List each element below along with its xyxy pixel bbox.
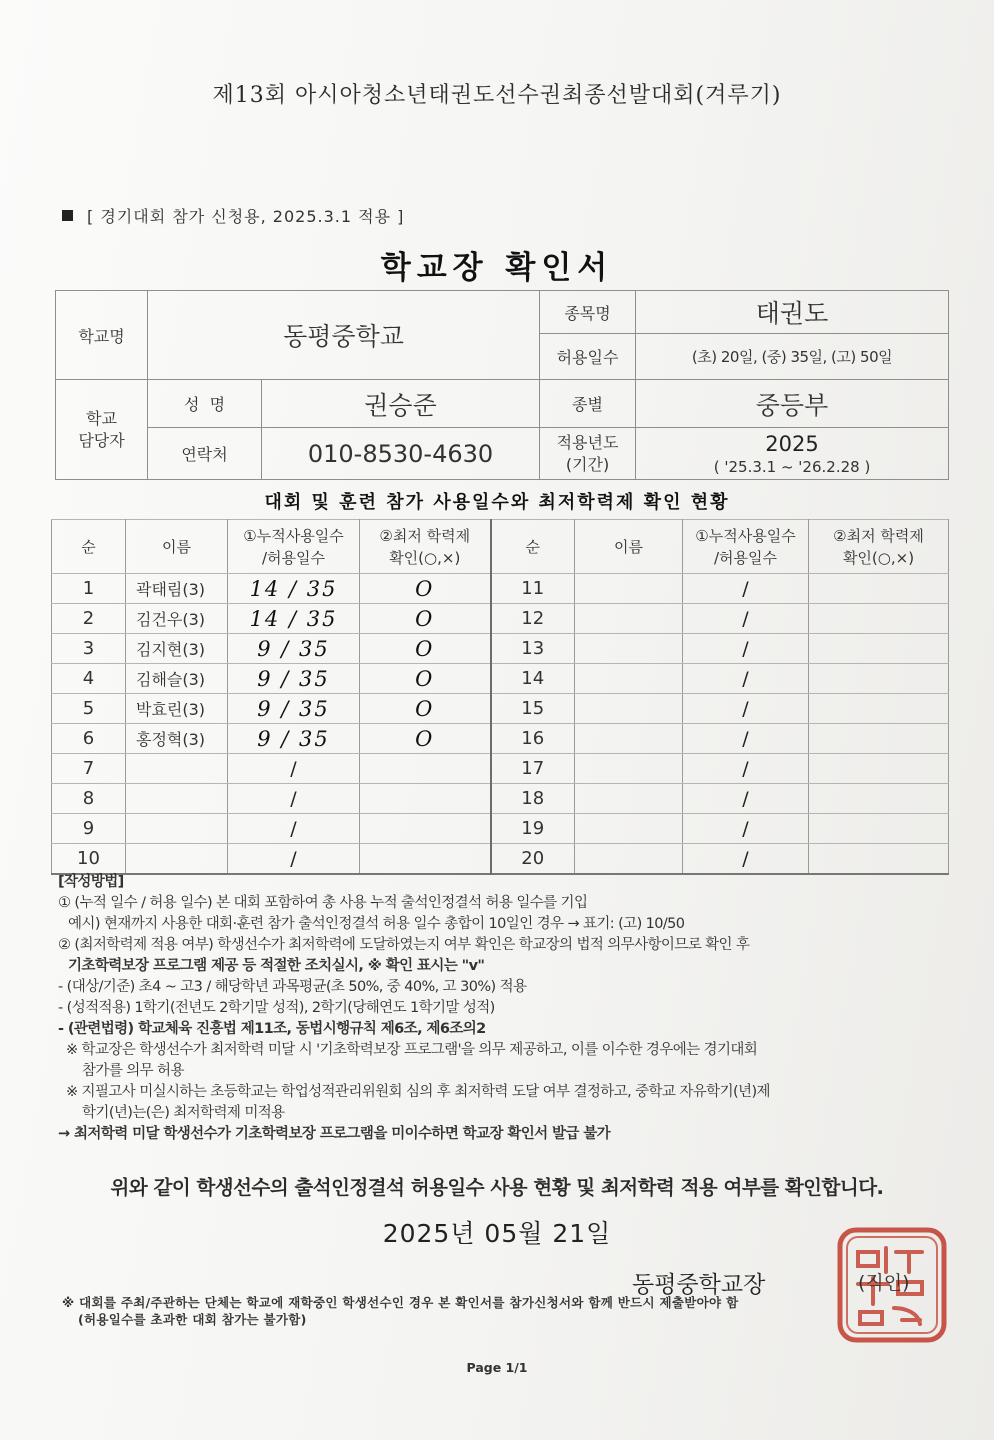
cell-name: 김건우(3) bbox=[126, 604, 228, 634]
phone-label: 연락처 bbox=[148, 428, 262, 480]
issue-date: 2025년 05월 21일 bbox=[382, 1219, 612, 1248]
cell-name bbox=[575, 634, 683, 664]
table-row bbox=[52, 814, 949, 844]
contact-name: 권승준 bbox=[262, 380, 540, 428]
cell-no: 13 bbox=[491, 634, 575, 664]
confirmation-statement: 위와 같이 학생선수의 출석인정결석 허용일수 사용 현황 및 최저학력 적용 여부를 확인합니다. bbox=[110, 1176, 884, 1199]
cell-no: 11 bbox=[491, 574, 575, 604]
header-no: 순 bbox=[52, 520, 126, 574]
cell-name bbox=[126, 814, 228, 844]
cell-days: 14 / 35 bbox=[228, 574, 360, 604]
cell-no: 3 bbox=[52, 634, 126, 664]
cell-name bbox=[575, 694, 683, 724]
cell-no: 6 bbox=[52, 724, 126, 754]
header-days: ①누적사용일수 /허용일수 bbox=[228, 520, 360, 574]
method-line: - (관련법령) 학교체육 진흥법 제11조, 동법시행규칙 제6조, 제6조의2 bbox=[58, 1021, 486, 1037]
school-info-table bbox=[55, 290, 949, 480]
method-line: ② (최저학력제 적용 여부) 학생선수가 최저학력에 도달하였는지 여부 확인은 학교장의 법적 의무사항이므로 확인 후 bbox=[58, 937, 750, 953]
cell-no: 12 bbox=[491, 604, 575, 634]
cell-check bbox=[360, 844, 491, 875]
cell-days: / bbox=[228, 814, 360, 844]
cell-days: 9 / 35 bbox=[228, 724, 360, 754]
cell-no: 1 bbox=[52, 574, 126, 604]
cell-check: O bbox=[360, 634, 491, 664]
cell-check: O bbox=[360, 724, 491, 754]
cell-check bbox=[809, 754, 949, 784]
method-line: 예시) 현재까지 사용한 대회·훈련 참가 출석인정결석 허용 일수 총합이 10일인 경우 → 표기: (고) 10/50 bbox=[68, 916, 685, 932]
form-type-text: [ 경기대회 참가 신청용, 2025.3.1 적용 ] bbox=[87, 207, 405, 226]
division-label: 종별 bbox=[540, 380, 636, 428]
cell-check: O bbox=[360, 574, 491, 604]
cell-no: 4 bbox=[52, 664, 126, 694]
cell-days: 9 / 35 bbox=[228, 694, 360, 724]
cell-check bbox=[360, 754, 491, 784]
method-line: - (성적적용) 1학기(전년도 2학기말 성적), 2학기(당해연도 1학기말 성적) bbox=[58, 1000, 495, 1016]
cell-days: 9 / 35 bbox=[228, 634, 360, 664]
method-line: 기초학력보장 프로그램 제공 등 적절한 조치실시, ※ 확인 표시는 "v" bbox=[68, 958, 485, 974]
seal-mark: (직인) bbox=[858, 1272, 910, 1294]
method-line: ※ 지필고사 미실시하는 초등학교는 학업성적관리위원회 심의 후 최저학력 도달 여부 결정하고, 중학교 자유학기(년)제 bbox=[66, 1084, 770, 1100]
square-bullet-icon bbox=[62, 210, 73, 221]
school-name: 동평중학교 bbox=[148, 291, 540, 380]
cell-days: / bbox=[683, 634, 809, 664]
method-heading: [작성방법] bbox=[58, 874, 124, 890]
cell-name bbox=[575, 814, 683, 844]
cell-name bbox=[575, 724, 683, 754]
cell-no: 20 bbox=[491, 844, 575, 875]
page-number: Page 1/1 bbox=[466, 1360, 528, 1375]
cell-no: 5 bbox=[52, 694, 126, 724]
form-type-line bbox=[62, 204, 404, 227]
cell-check bbox=[360, 814, 491, 844]
cell-no: 16 bbox=[491, 724, 575, 754]
table-row bbox=[52, 604, 949, 634]
table-row bbox=[52, 634, 949, 664]
header-check: ②최저 학력제 확인(○,×) bbox=[360, 520, 491, 574]
cell-days: 14 / 35 bbox=[228, 604, 360, 634]
method-line: ① (누적 일수 / 허용 일수) 본 대회 포함하여 총 사용 누적 출석인정결석 허용 일수를 기입 bbox=[58, 895, 588, 911]
cell-name bbox=[575, 844, 683, 875]
document-title: 학교장 확인서 bbox=[380, 250, 614, 286]
contact-phone: 010-8530-4630 bbox=[262, 428, 540, 480]
cell-name bbox=[126, 784, 228, 814]
cell-name bbox=[575, 574, 683, 604]
cell-check bbox=[360, 784, 491, 814]
period-value: ( '25.3.1 ~ '26.2.28 ) bbox=[713, 457, 871, 476]
cell-days: 9 / 35 bbox=[228, 664, 360, 694]
table-row bbox=[52, 784, 949, 814]
principal-signature: 동평중학교장 bbox=[632, 1272, 766, 1298]
cell-no: 9 bbox=[52, 814, 126, 844]
cell-check: O bbox=[360, 604, 491, 634]
table-row bbox=[52, 754, 949, 784]
method-line: → 최저학력 미달 학생선수가 기초학력보장 프로그램을 미이수하면 학교장 확인서 발급 불가 bbox=[58, 1126, 611, 1142]
sport-label: 종목명 bbox=[540, 291, 636, 334]
footnote-line: (허용일수를 초과한 대회 참가는 불가함) bbox=[78, 1312, 307, 1327]
cell-no: 14 bbox=[491, 664, 575, 694]
attendance-table bbox=[51, 519, 949, 875]
cell-check: O bbox=[360, 664, 491, 694]
cell-days: / bbox=[683, 814, 809, 844]
cell-days: / bbox=[683, 844, 809, 875]
cell-no: 18 bbox=[491, 784, 575, 814]
attendance-section-title: 대회 및 훈련 참가 사용일수와 최저학력제 확인 현황 bbox=[264, 492, 730, 513]
allowed-days-label: 허용일수 bbox=[540, 334, 636, 380]
year-cell bbox=[636, 428, 949, 480]
cell-check bbox=[809, 784, 949, 814]
cell-name: 김해슬(3) bbox=[126, 664, 228, 694]
cell-days: / bbox=[683, 724, 809, 754]
table-row bbox=[52, 694, 949, 724]
cell-name: 곽태림(3) bbox=[126, 574, 228, 604]
header-check: ②최저 학력제 확인(○,×) bbox=[809, 520, 949, 574]
cell-name: 박효린(3) bbox=[126, 694, 228, 724]
cell-days: / bbox=[683, 694, 809, 724]
header-no: 순 bbox=[491, 520, 575, 574]
cell-name bbox=[126, 844, 228, 875]
table-row bbox=[52, 574, 949, 604]
method-line: ※ 학교장은 학생선수가 최저학력 미달 시 '기초학력보장 프로그램'을 의무 제공하고, 이를 이수한 경우에는 경기대회 bbox=[66, 1042, 758, 1058]
cell-check bbox=[809, 724, 949, 754]
cell-name bbox=[575, 754, 683, 784]
method-line: - (대상/기준) 초4 ~ 고3 / 해당학년 과목평균(초 50%, 중 40%, 고 30%) 적용 bbox=[58, 979, 527, 995]
cell-check: O bbox=[360, 694, 491, 724]
cell-days: / bbox=[228, 844, 360, 875]
cell-no: 10 bbox=[52, 844, 126, 875]
cell-check bbox=[809, 694, 949, 724]
cell-check bbox=[809, 844, 949, 875]
name-label: 성 명 bbox=[148, 380, 262, 428]
header-name: 이름 bbox=[575, 520, 683, 574]
cell-days: / bbox=[683, 664, 809, 694]
cell-days: / bbox=[228, 754, 360, 784]
cell-no: 2 bbox=[52, 604, 126, 634]
cell-no: 7 bbox=[52, 754, 126, 784]
cell-days: / bbox=[683, 604, 809, 634]
table-row bbox=[52, 664, 949, 694]
cell-no: 15 bbox=[491, 694, 575, 724]
cell-name bbox=[126, 754, 228, 784]
sport-value: 태권도 bbox=[636, 291, 949, 334]
division-value: 중등부 bbox=[636, 380, 949, 428]
cell-check bbox=[809, 664, 949, 694]
cell-name: 김지현(3) bbox=[126, 634, 228, 664]
method-line: 참가를 의무 허용 bbox=[82, 1063, 184, 1079]
cell-days: / bbox=[683, 574, 809, 604]
footnote bbox=[62, 1294, 862, 1328]
cell-days: / bbox=[683, 754, 809, 784]
cell-name bbox=[575, 664, 683, 694]
school-label: 학교명 bbox=[56, 291, 148, 380]
cell-check bbox=[809, 604, 949, 634]
writing-method-section bbox=[58, 872, 948, 1145]
cell-check bbox=[809, 574, 949, 604]
year-value: 2025 bbox=[765, 431, 819, 456]
table-row bbox=[52, 724, 949, 754]
allowed-days-value: (초) 20일, (중) 35일, (고) 50일 bbox=[636, 334, 949, 380]
method-line: 학기(년)는(은) 최저학력제 미적용 bbox=[82, 1105, 285, 1121]
year-label: 적용년도 (기간) bbox=[540, 428, 636, 480]
table-row bbox=[52, 844, 949, 875]
cell-days: / bbox=[228, 784, 360, 814]
cell-no: 19 bbox=[491, 814, 575, 844]
footnote-line: ※ 대회를 주최/주관하는 단체는 학교에 재학중인 학생선수인 경우 본 확인서를 참가신청서와 함께 반드시 제출받아야 함 bbox=[62, 1295, 739, 1310]
cell-days: / bbox=[683, 784, 809, 814]
cell-check bbox=[809, 814, 949, 844]
cell-name bbox=[575, 784, 683, 814]
cell-name: 홍정혁(3) bbox=[126, 724, 228, 754]
header-name: 이름 bbox=[126, 520, 228, 574]
contact-person-label: 학교 담당자 bbox=[56, 380, 148, 480]
header-days: ①누적사용일수 /허용일수 bbox=[683, 520, 809, 574]
event-title: 제13회 아시아청소년태권도선수권최종선발대회(겨루기) bbox=[212, 83, 782, 108]
cell-no: 8 bbox=[52, 784, 126, 814]
cell-name bbox=[575, 604, 683, 634]
cell-no: 17 bbox=[491, 754, 575, 784]
cell-check bbox=[809, 634, 949, 664]
